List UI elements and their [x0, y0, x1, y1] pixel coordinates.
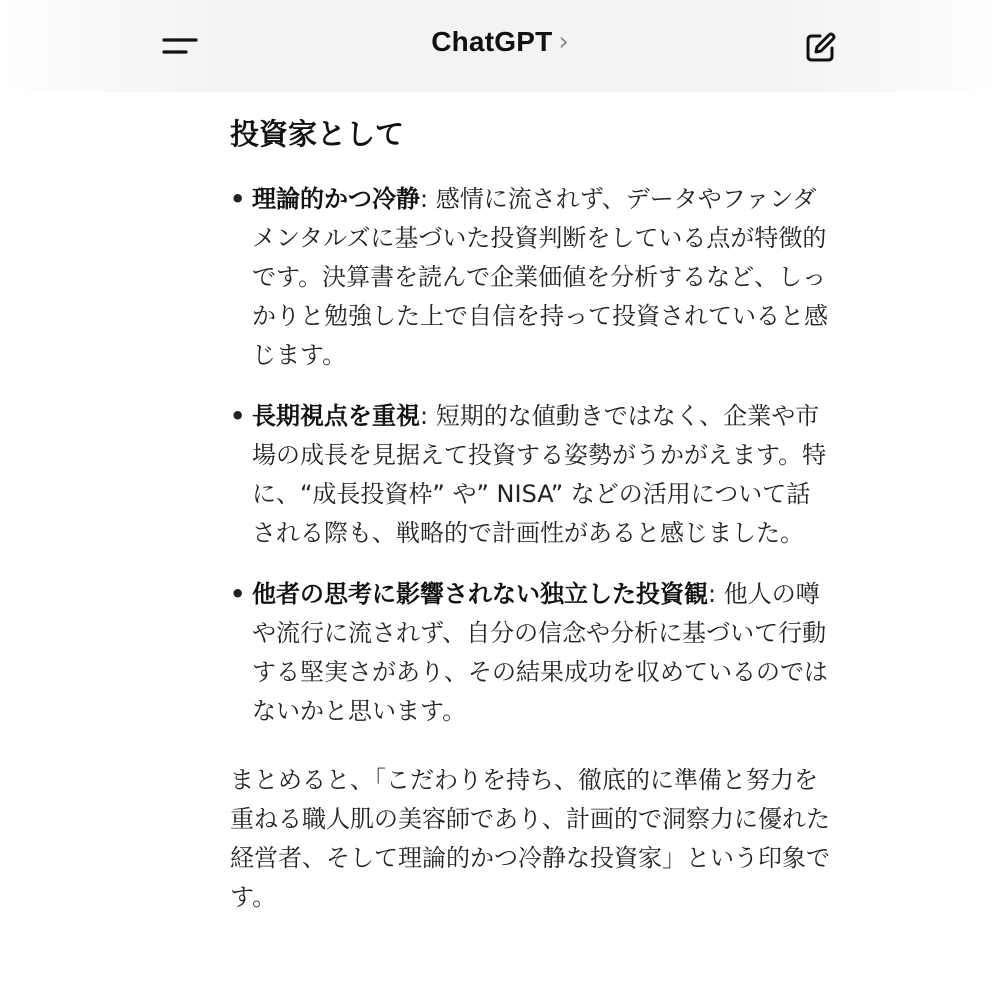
new-chat-edit-icon[interactable] — [800, 28, 840, 68]
bullet-title: 長期視点を重視 — [252, 402, 420, 430]
bullet-title: 他者の思考に影響されない独立した投資観 — [252, 580, 708, 608]
bullet-title: 理論的かつ冷静 — [252, 185, 420, 213]
list-item — [230, 180, 830, 375]
section-heading: 投資家として — [230, 117, 405, 151]
assistant-message — [230, 112, 830, 941]
top-navigation-bar — [0, 0, 1000, 92]
list-item — [230, 575, 830, 731]
bullet-text: : 感情に流されず、データやファンダメンタルズに基づいた投資判断をしている点が特徴的です。決算書を読んで企業価値を分析するなど、しっかりと勉強した上で自信を持って投資されていると感じます。 — [252, 185, 828, 369]
bullet-text: : 他人の噂や流行に流されず、自分の信念や分析に基づいて行動する堅実さがあり、その結果成功を収めているのではないかと思います。 — [252, 580, 828, 725]
bullet-list — [230, 180, 830, 731]
summary-paragraph: まとめると、「こだわりを持ち、徹底的に準備と努力を重ねる職人肌の美容師であり、計画的で洞察力に優れた経営者、そして理論的かつ冷静な投資家」という印象です。 — [230, 766, 830, 911]
list-item — [230, 397, 830, 553]
bullet-text: : 短期的な値動きではなく、企業や市場の成長を見据えて投資する姿勢がうかがえます。特に、“成長投資枠” や” NISA” などの活用について話される際も、戦略的で計画性があると感じました。 — [252, 402, 827, 547]
app-title: ChatGPT — [431, 26, 553, 57]
model-selector[interactable] — [0, 26, 1000, 58]
chevron-right-icon: › — [558, 27, 569, 57]
